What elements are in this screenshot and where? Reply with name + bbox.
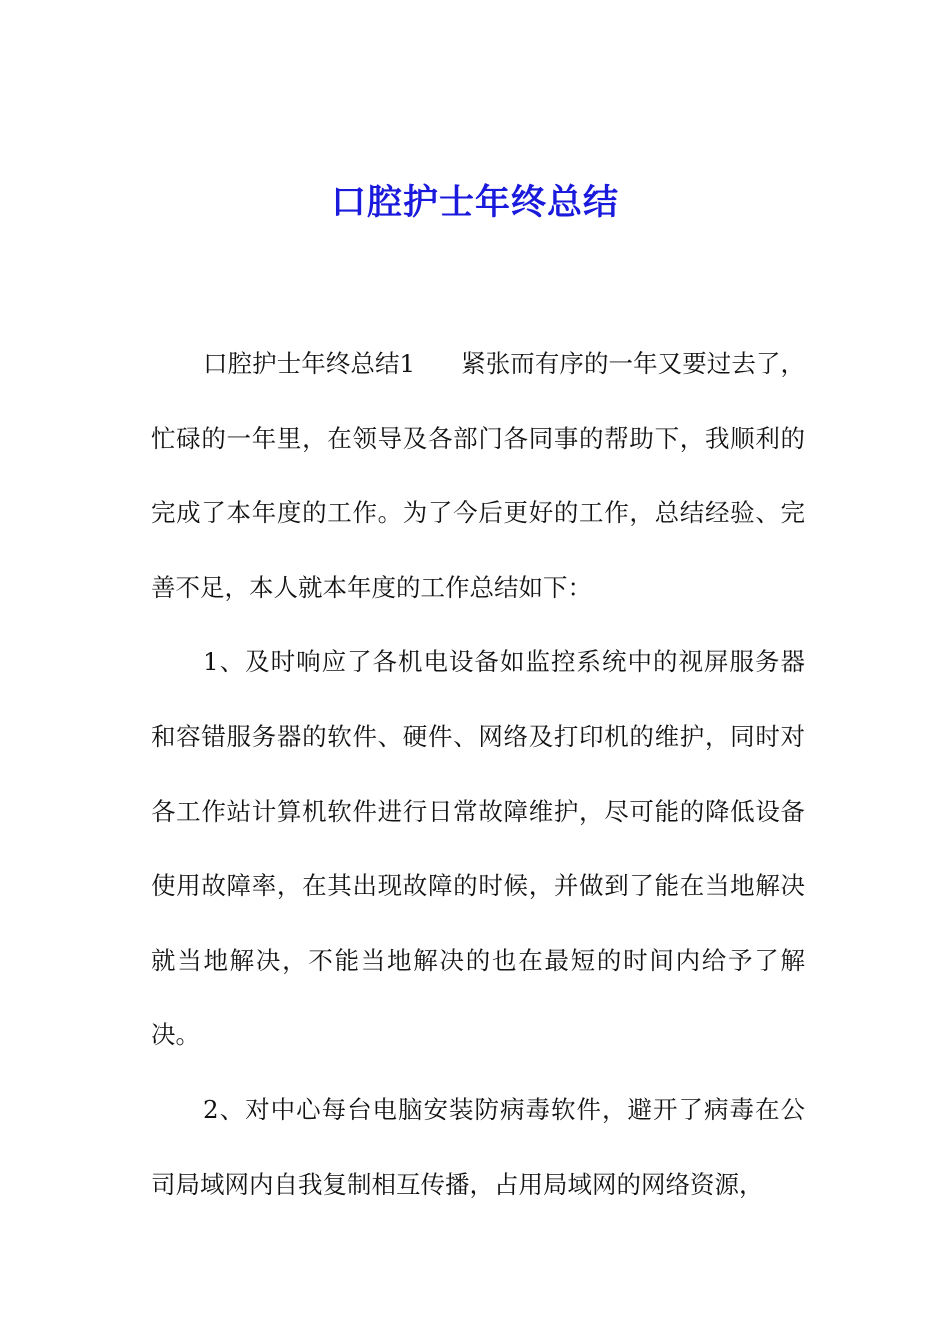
paragraph-heading: 口腔护士年终总结1 xyxy=(203,349,416,378)
paragraph-intro xyxy=(151,327,805,625)
document-title: 口腔护士年终总结 xyxy=(330,182,619,223)
paragraph-item-1: 1、及时响应了各机电设备如监控系统中的视屏服务器和容错服务器的软件、硬件、网络及打印机的维护，同时对各工作站计算机软件进行日常故障维护，尽可能的降低设备使用故障率，在其出现故障的时候，并做到了能在当地解决就当地解决，不能当地解决的也在最短的时间内给予了解决。 xyxy=(151,647,805,1050)
paragraph-text: 紧张而有序的一年又要过去了，忙碌的一年里，在领导及各部门各同事的帮助下，我顺利的完成了本年度的工作。为了今后更好的工作，总结经验、完善不足，本人就本年度的工作总结如下： xyxy=(151,349,806,602)
document-body xyxy=(151,327,805,1222)
paragraph-item-2: 2、对中心每台电脑安装防病毒软件，避开了病毒在公司局域网内自我复制相互传播，占用局域网的网络资源， xyxy=(151,1094,805,1199)
